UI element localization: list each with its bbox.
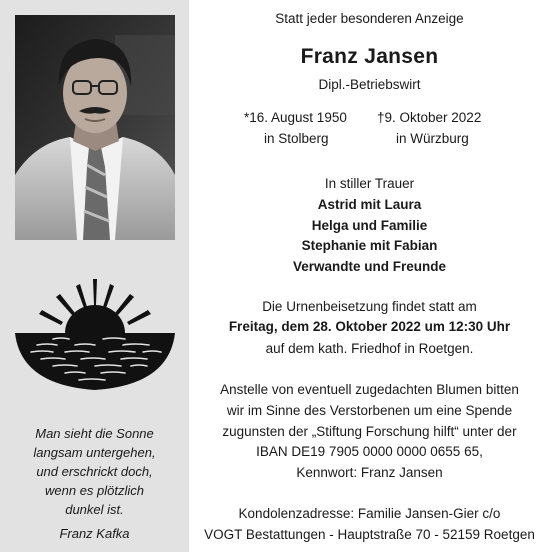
funeral-location: auf dem kath. Friedhof in Roetgen. [265,341,474,356]
quote-line: wenn es plötzlich [45,483,144,498]
sunset-over-water-icon [13,279,177,391]
deceased-name: Franz Jansen [300,45,439,68]
quote-line: dunkel ist. [65,502,124,517]
mourning-intro: In stiller Trauer [324,176,415,191]
death-place: in Würzburg [396,131,469,146]
portrait-photo [15,15,175,240]
condolence-address: VOGT Bestattungen - Hauptstraße 70 - 52159 Roetgen [204,527,535,542]
donation-keyword: Kennwort: Franz Jansen [296,465,443,480]
birth-date: *16. August 1950 [244,110,347,125]
notice-text [189,0,550,552]
mourner-name: Verwandte und Freunde [292,259,447,274]
quote-line: Man sieht die Sonne [35,426,154,441]
notice-heading: Statt jeder besonderen Anzeige [275,11,464,26]
funeral-datetime: Freitag, dem 28. Oktober 2022 um 12:30 Uhr [228,319,511,334]
donation-line: wir im Sinne des Verstorbenen um eine Spende [226,403,513,418]
quote-author: Franz Kafka [59,526,130,541]
mourner-name: Helga und Familie [311,218,428,233]
kafka-quote [0,424,189,543]
left-panel [0,0,189,552]
condolence-line: Kondolenzadresse: Familie Jansen-Gier c/o [238,506,501,521]
quote-line: und erschrickt doch, [36,464,153,479]
death-date: †9. Oktober 2022 [377,110,482,125]
quote-line: langsam untergehen, [33,445,156,460]
donation-line: Anstelle von eventuell zugedachten Blumen bitten [220,382,519,397]
deceased-title: Dipl.-Betriebswirt [318,77,421,92]
donation-iban: IBAN DE19 7905 0000 0000 0655 65, [256,444,483,459]
mourner-name: Stephanie mit Fabian [301,238,438,253]
funeral-line: Die Urnenbeisetzung findet statt am [262,299,477,314]
birth-place: in Stolberg [264,131,329,146]
donation-line: zugunsten der „Stiftung Forschung hilft“ unter der [222,424,517,439]
mourner-name: Astrid mit Laura [317,197,422,212]
portrait-image [15,15,175,240]
